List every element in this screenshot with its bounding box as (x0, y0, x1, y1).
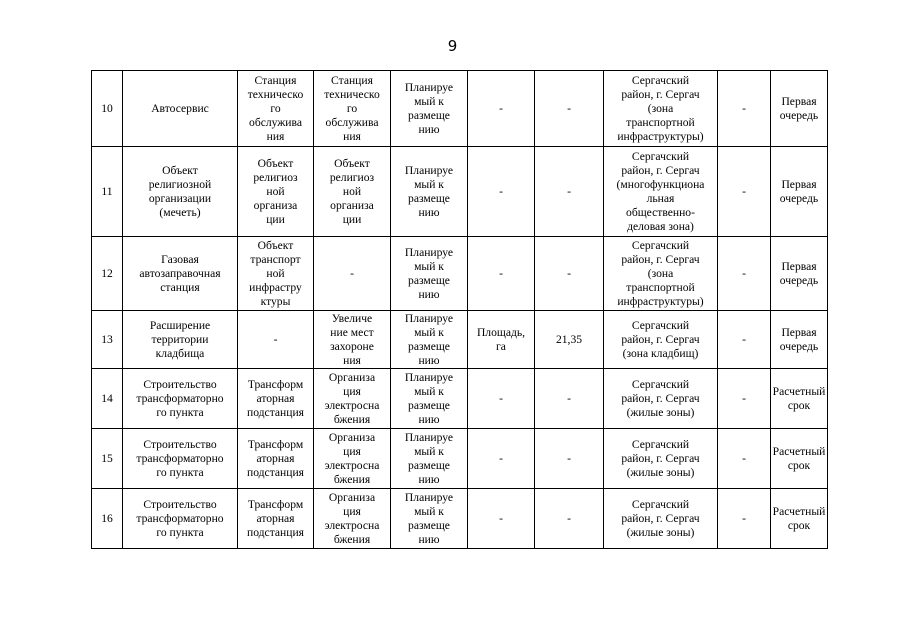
cell-line: Организа (328, 370, 376, 384)
cell-line: общественно- (626, 205, 695, 219)
cell-protection-zone (718, 237, 771, 311)
cell-object-name (123, 311, 238, 369)
cell-line: район, г. Сергач (621, 252, 700, 266)
table-row (92, 147, 828, 237)
cell-line: - (567, 451, 571, 465)
cell-line: га (496, 339, 506, 353)
cell-line: Строительство (143, 437, 217, 451)
cell-protection-zone (718, 147, 771, 237)
cell-protection-zone (718, 429, 771, 489)
cell-line: размеще (408, 458, 450, 472)
cell-line: бжения (333, 412, 371, 426)
cell-line: - (567, 511, 571, 525)
cell-line: Планируе (404, 311, 454, 325)
cell-object-name (123, 369, 238, 429)
cell-term (771, 147, 828, 237)
cell-purpose (238, 237, 314, 311)
cell-line: организа (253, 198, 298, 212)
cell-line: ной (266, 184, 285, 198)
cell-characteristic-value (535, 147, 604, 237)
cell-status (391, 71, 468, 147)
cell-line: территории (151, 332, 209, 346)
cell-number: 14 (92, 369, 123, 429)
cell-line: инфраструктуры) (617, 294, 704, 308)
cell-line: трансформаторно (136, 511, 224, 525)
cell-characteristic-unit (468, 147, 535, 237)
cell-status (391, 147, 468, 237)
cell-location (604, 489, 718, 549)
cell-protection-zone (718, 489, 771, 549)
cell-line: мый к (414, 325, 444, 339)
cell-line: размеще (408, 339, 450, 353)
cell-line: - (567, 266, 571, 280)
cell-purpose (238, 489, 314, 549)
cell-status (391, 369, 468, 429)
table-row (92, 237, 828, 311)
cell-line: подстанция (246, 465, 304, 479)
cell-line: подстанция (246, 525, 304, 539)
cell-purpose (238, 429, 314, 489)
cell-purpose (238, 71, 314, 147)
cell-line: аторная (256, 511, 295, 525)
cell-protection-zone (718, 311, 771, 369)
cell-line: подстанция (246, 405, 304, 419)
cell-line: техническо (324, 87, 380, 101)
cell-line: (зона кладбищ) (622, 346, 699, 360)
cell-line: мый к (414, 504, 444, 518)
cell-line: (жилые зоны) (626, 525, 695, 539)
cell-line: аторная (256, 451, 295, 465)
cell-line: Объект (334, 156, 370, 170)
cell-term (771, 237, 828, 311)
cell-location (604, 429, 718, 489)
cell-line: Сергачский (631, 149, 690, 163)
cell-line: льная (646, 191, 675, 205)
table-body (92, 71, 828, 549)
cell-number: 13 (92, 311, 123, 369)
cell-characteristic-value (535, 429, 604, 489)
cell-term (771, 369, 828, 429)
cell-line: станция (160, 280, 200, 294)
cell-line: - (499, 184, 503, 198)
cell-line: - (350, 266, 354, 280)
cell-line: - (742, 332, 746, 346)
cell-number: 11 (92, 147, 123, 237)
cell-line: нию (418, 532, 440, 546)
cell-line: (многофункциона (616, 177, 705, 191)
cell-line: Площадь, (476, 325, 526, 339)
cell-characteristic-value (535, 311, 604, 369)
cell-line: - (742, 266, 746, 280)
cell-status (391, 489, 468, 549)
cell-line: электросна (324, 398, 380, 412)
cell-line: нию (418, 353, 440, 367)
cell-line: (зона (647, 266, 674, 280)
cell-line: Сергачский (631, 377, 690, 391)
cell-line: мый к (414, 94, 444, 108)
cell-line: - (273, 332, 278, 346)
cell-object-name (123, 71, 238, 147)
cell-line: размеще (408, 108, 450, 122)
cell-line: - (499, 101, 503, 115)
cell-line: организации (148, 191, 212, 205)
cell-line: мый к (414, 259, 444, 273)
cell-line: (зона (647, 101, 674, 115)
objects-table (91, 70, 828, 549)
cell-line: Планируе (404, 80, 454, 94)
cell-line: - (742, 184, 746, 198)
cell-line: электросна (324, 518, 380, 532)
cell-line: очередь (779, 191, 819, 205)
cell-line: Сергачский (631, 497, 690, 511)
cell-line: очередь (779, 108, 819, 122)
cell-line: Расчетный (772, 504, 826, 518)
cell-characteristic-value (535, 489, 604, 549)
cell-line: срок (787, 458, 811, 472)
cell-line: Первая (781, 177, 817, 191)
cell-line: электросна (324, 458, 380, 472)
table-row (92, 369, 828, 429)
cell-line: транспорт (250, 252, 301, 266)
cell-characteristic-unit (468, 237, 535, 311)
cell-line: срок (787, 518, 811, 532)
cell-type (314, 71, 391, 147)
cell-line: мый к (414, 444, 444, 458)
cell-line: Организа (328, 490, 376, 504)
cell-line: религиоз (329, 170, 375, 184)
cell-characteristic-unit (468, 71, 535, 147)
cell-line: - (742, 391, 746, 405)
page-number: 9 (447, 37, 458, 55)
table-row (92, 429, 828, 489)
cell-line: Первая (781, 259, 817, 273)
cell-line: го пункта (156, 465, 204, 479)
cell-line: ние мест (330, 325, 374, 339)
cell-line: - (742, 101, 746, 115)
cell-line: район, г. Сергач (621, 391, 700, 405)
cell-line: го (270, 101, 281, 115)
cell-line: автозаправочная (139, 266, 221, 280)
cell-number: 16 (92, 489, 123, 549)
cell-line: размеще (408, 398, 450, 412)
cell-line: Планируе (404, 490, 454, 504)
cell-status (391, 429, 468, 489)
cell-line: (жилые зоны) (626, 465, 695, 479)
cell-line: обслужива (249, 115, 302, 129)
cell-line: мый к (414, 384, 444, 398)
cell-line: мый к (414, 177, 444, 191)
cell-type (314, 369, 391, 429)
cell-line: ция (343, 504, 361, 518)
cell-line: Станция (331, 73, 373, 87)
cell-line: ция (343, 384, 361, 398)
cell-status (391, 311, 468, 369)
cell-line: ния (343, 129, 361, 143)
cell-line: Объект (162, 163, 198, 177)
cell-line: нию (418, 472, 440, 486)
cell-line: срок (787, 398, 811, 412)
cell-line: Автосервис (151, 101, 209, 115)
cell-line: го пункта (156, 525, 204, 539)
cell-line: трансформаторно (136, 391, 224, 405)
cell-line: очередь (779, 339, 819, 353)
cell-line: Первая (781, 325, 817, 339)
cell-number: 12 (92, 237, 123, 311)
cell-line: Расчетный (772, 444, 826, 458)
cell-line: ции (342, 212, 362, 226)
cell-line: Строительство (143, 497, 217, 511)
cell-characteristic-value (535, 237, 604, 311)
cell-line: бжения (333, 472, 371, 486)
cell-object-name (123, 237, 238, 311)
cell-line: - (742, 451, 746, 465)
cell-term (771, 429, 828, 489)
cell-line: - (567, 184, 571, 198)
cell-characteristic-unit (468, 429, 535, 489)
cell-line: - (499, 391, 503, 405)
cell-type (314, 311, 391, 369)
cell-line: - (499, 511, 503, 525)
cell-line: Сергачский (631, 437, 690, 451)
cell-type (314, 147, 391, 237)
cell-line: транспортной (626, 115, 695, 129)
cell-location (604, 369, 718, 429)
cell-line: го (346, 101, 358, 115)
cell-line: Планируе (404, 245, 454, 259)
cell-line: - (567, 101, 571, 115)
cell-line: Сергачский (631, 238, 690, 252)
cell-characteristic-unit (468, 311, 535, 369)
cell-purpose (238, 311, 314, 369)
cell-protection-zone (718, 71, 771, 147)
cell-purpose (238, 369, 314, 429)
cell-characteristic-unit (468, 489, 535, 549)
cell-purpose (238, 147, 314, 237)
cell-line: инфрастру (249, 280, 302, 294)
cell-location (604, 147, 718, 237)
cell-line: Расчетный (772, 384, 826, 398)
cell-line: - (499, 266, 503, 280)
table-row (92, 71, 828, 147)
cell-line: Планируе (404, 370, 454, 384)
cell-term (771, 311, 828, 369)
cell-line: (жилые зоны) (626, 405, 695, 419)
cell-line: Объект (257, 238, 294, 252)
cell-line: Трансформ (247, 497, 304, 511)
cell-line: нию (418, 287, 440, 301)
cell-line: размеще (408, 273, 450, 287)
cell-line: Трансформ (247, 437, 304, 451)
cell-line: 21,35 (555, 332, 583, 346)
cell-line: Строительство (143, 377, 217, 391)
cell-line: Расширение (149, 318, 211, 332)
cell-object-name (123, 429, 238, 489)
cell-location (604, 237, 718, 311)
cell-type (314, 489, 391, 549)
cell-line: нию (418, 122, 440, 136)
cell-line: религиозной (148, 177, 212, 191)
cell-line: деловая зона) (627, 219, 694, 233)
cell-line: Трансформ (247, 377, 304, 391)
cell-line: транспортной (626, 280, 695, 294)
cell-line: район, г. Сергач (621, 332, 700, 346)
cell-line: Станция (254, 73, 297, 87)
cell-location (604, 311, 718, 369)
table-row (92, 311, 828, 369)
cell-number: 10 (92, 71, 123, 147)
cell-type (314, 237, 391, 311)
cell-line: Газовая (161, 252, 199, 266)
cell-line: ция (343, 444, 361, 458)
cell-line: нию (418, 412, 440, 426)
cell-line: Увеличе (331, 311, 373, 325)
cell-line: Первая (781, 94, 817, 108)
cell-line: захороне (330, 339, 374, 353)
cell-line: очередь (779, 273, 819, 287)
cell-location (604, 71, 718, 147)
cell-line: Сергачский (631, 73, 690, 87)
cell-line: - (567, 391, 571, 405)
cell-line: район, г. Сергач (621, 87, 700, 101)
cell-line: ной (342, 184, 362, 198)
cell-line: Планируе (404, 163, 454, 177)
cell-line: район, г. Сергач (621, 163, 700, 177)
cell-characteristic-value (535, 71, 604, 147)
cell-characteristic-value (535, 369, 604, 429)
cell-line: бжения (333, 532, 371, 546)
cell-characteristic-unit (468, 369, 535, 429)
cell-term (771, 489, 828, 549)
cell-line: размеще (408, 191, 450, 205)
cell-line: организа (330, 198, 374, 212)
cell-line: аторная (256, 391, 295, 405)
cell-object-name (123, 147, 238, 237)
cell-protection-zone (718, 369, 771, 429)
cell-line: ктуры (260, 294, 291, 308)
cell-line: Планируе (404, 430, 454, 444)
cell-line: религиоз (253, 170, 298, 184)
cell-line: обслужива (325, 115, 379, 129)
cell-type (314, 429, 391, 489)
cell-line: район, г. Сергач (621, 451, 700, 465)
cell-line: размеще (408, 518, 450, 532)
cell-line: Сергачский (631, 318, 690, 332)
cell-line: ции (266, 212, 285, 226)
cell-line: го пункта (156, 405, 204, 419)
cell-line: инфраструктуры) (617, 129, 704, 143)
cell-line: Организа (328, 430, 376, 444)
cell-line: ния (343, 353, 361, 367)
cell-line: нию (418, 205, 440, 219)
cell-term (771, 71, 828, 147)
cell-line: Объект (257, 156, 294, 170)
cell-line: ной (266, 266, 285, 280)
cell-line: (мечеть) (159, 205, 201, 219)
cell-line: трансформаторно (136, 451, 224, 465)
table-row (92, 489, 828, 549)
cell-number: 15 (92, 429, 123, 489)
cell-line: - (742, 511, 746, 525)
cell-line: ния (266, 129, 285, 143)
cell-line: - (499, 451, 503, 465)
cell-line: район, г. Сергач (621, 511, 700, 525)
cell-object-name (123, 489, 238, 549)
cell-status (391, 237, 468, 311)
cell-line: техническо (247, 87, 304, 101)
cell-line: кладбища (155, 346, 205, 360)
